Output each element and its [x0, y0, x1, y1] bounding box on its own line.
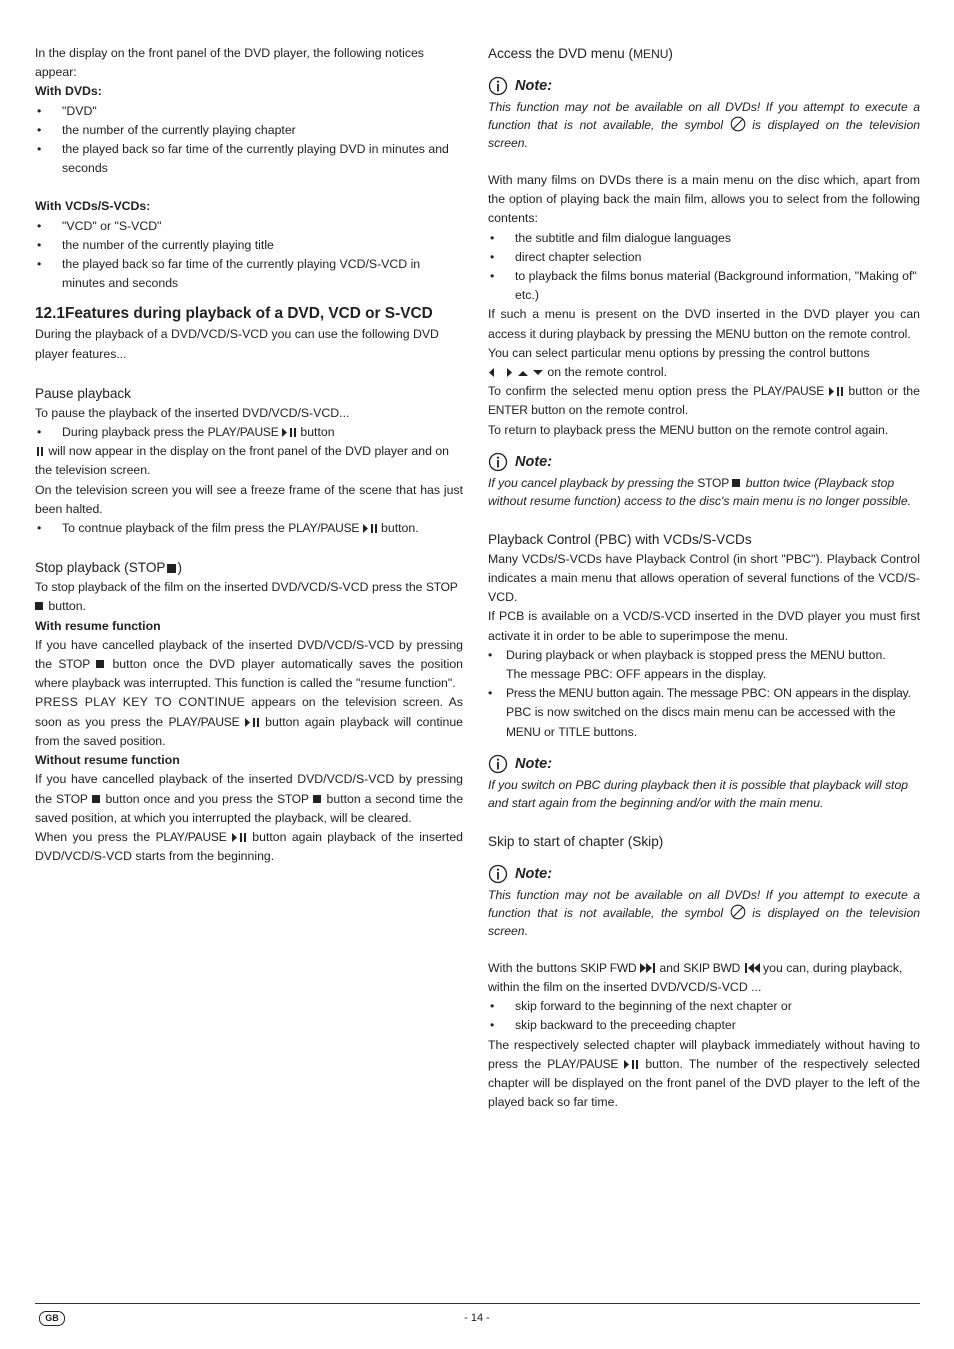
list-item: • the played back so far time of the currently playing VCD/S-VCD in minutes and seconds — [35, 255, 463, 293]
tv-message: PRESS PLAY KEY TO CONTINUE — [35, 695, 246, 710]
list-item: • Press the MENU button again. The message PBC: ON appears in the display. PBC is now switched on the discs main menu can be accessed with the MENU or TITLE buttons. — [488, 684, 920, 742]
noresume-heading: Without resume function — [35, 753, 180, 768]
list-item: • to playback the films bonus material (Background information, "Making of" etc.) — [488, 267, 920, 305]
stop-icon — [92, 795, 102, 804]
key-label: TITLE — [558, 724, 591, 739]
key-label: MENU — [659, 422, 695, 437]
key-label: PLAY/PAUSE — [207, 425, 279, 440]
menu-return-text: To return to playback press the MENU button on the remote control again. — [488, 422, 889, 437]
noresume-text-2: When you press the PLAY/PAUSE button again playback of the inserted DVD/VCD/S-VCD starts from the beginning. — [35, 829, 463, 864]
menu-text: With many films on DVDs there is a main menu on the disc which, apart from the option of playing back the main film, allows you to select from the following contents: — [488, 173, 920, 226]
pbc-title: Playback Control (PBC) with VCDs/S-VCDs — [488, 531, 752, 547]
list-item: • "VCD" or "S-VCD" — [35, 217, 463, 236]
display-intro: In the display on the front panel of the DVD player, the following notices appear: — [35, 46, 424, 80]
stop-icon — [165, 564, 177, 573]
play-pause-icon — [232, 833, 247, 842]
pbc-text-2: If PCB is available on a VCD/S-VCD inserted in the DVD player you must first activate it in order to be able to superimpose the menu. — [488, 609, 920, 643]
pause-line1: will now appear in the display on the front panel of the DVD player and on the television screen. — [35, 444, 450, 478]
display-message: PBC: OFF — [583, 667, 641, 682]
key-label: PLAY/PAUSE — [168, 714, 240, 729]
skip-list — [488, 997, 920, 1035]
list-item: • direct chapter selection — [488, 248, 920, 267]
list-item: • During playback press the PLAY/PAUSE button — [35, 423, 463, 442]
right-column — [488, 44, 920, 1113]
list-item: • "DVD" — [35, 102, 463, 121]
display-message: PBC: ON — [741, 686, 792, 701]
list-item: • the number of the currently playing title — [35, 236, 463, 255]
language-badge: GB — [39, 1311, 65, 1326]
left-column — [35, 44, 463, 866]
resume-heading: With resume function — [35, 618, 161, 633]
resume-message-text: PRESS PLAY KEY TO CONTINUE appears on the television screen. As soon as you press the PLAY/PAUSE button again playback will continue from the saved position. — [35, 695, 464, 748]
key-label: STOP — [56, 791, 88, 806]
prohibited-icon — [730, 116, 746, 132]
menu-select-text-2: on the remote control. — [488, 363, 920, 382]
list-item: • To contnue playback of the film press the PLAY/PAUSE button. — [35, 519, 463, 538]
vcds-heading: With VCDs/S-VCDs: — [35, 199, 151, 214]
stop-title: Stop playback (STOP ) — [35, 560, 182, 576]
pause-steps — [35, 423, 463, 442]
note-text: If you switch on PBC during playback then it is possible that playback will stop and start again from the beginning and/or with the main menu. — [488, 777, 909, 810]
info-icon — [488, 452, 508, 472]
play-pause-icon — [282, 428, 297, 437]
skip-text: With the buttons SKIP FWD and SKIP BWD you can, during playback, within the film on the inserted DVD/VCD/S-VCD ... — [488, 960, 903, 995]
dvd-notices-list — [35, 102, 463, 179]
note-text: If you cancel playback by pressing the STOP button twice (Playback stop without resume function) access to the disc's main menu is no longer possible. — [488, 475, 912, 508]
info-icon — [488, 864, 508, 884]
key-label: STOP — [697, 475, 729, 490]
dvds-heading: With DVDs: — [35, 84, 102, 99]
key-label: STOP — [425, 580, 458, 595]
play-pause-icon — [829, 387, 844, 396]
menu-confirm-text: To confirm the selected menu option press the PLAY/PAUSE button or the ENTER button on the remote control. — [488, 384, 920, 418]
key-label: MENU — [810, 647, 845, 662]
key-label: SKIP FWD — [580, 960, 637, 975]
note-heading: Note: — [488, 862, 920, 886]
key-label: MENU — [715, 326, 751, 341]
key-label: PLAY/PAUSE — [155, 829, 227, 844]
features-text: During the playback of a DVD/VCD/S-VCD you can use the following DVD player features... — [35, 327, 439, 361]
pause-intro: To pause the playback of the inserted DVD/VCD/S-VCD... — [35, 405, 350, 420]
note-heading: Note: — [488, 74, 920, 98]
play-pause-icon — [624, 1060, 639, 1069]
skip-text-2: The respectively selected chapter will playback immediately without having to press the PLAY/PAUSE button. The number of the respectively selected chapter will be displayed on the front panel of the DVD player to the left of the played back so far time. — [488, 1037, 920, 1110]
note-text: This function may not be available on all DVDs! If you attempt to execute a function that is not available, the symbol is displayed on the television screen. — [488, 100, 921, 150]
list-item: • skip forward to the beginning of the next chapter or — [488, 997, 920, 1016]
skip-title: Skip to start of chapter (Skip) — [488, 833, 664, 849]
menu-title: Access the DVD menu (MENU) — [488, 46, 673, 61]
stop-icon — [35, 602, 45, 611]
stop-intro: To stop playback of the film on the inserted DVD/VCD/S-VCD press the STOP button. — [35, 580, 458, 614]
stop-icon — [732, 479, 742, 488]
pause-icon — [35, 447, 45, 456]
key-label: ENTER — [488, 403, 528, 418]
resume-text: If you have cancelled playback of the inserted DVD/VCD/S-VCD by pressing the STOP button once the DVD player automatically saves the position where playback was interrupted. This function is called the "resume function". — [35, 637, 464, 691]
key-label: MENU — [506, 724, 541, 739]
note-heading: Note: — [488, 450, 920, 474]
pbc-text-1: Many VCDs/S-VCDs have Playback Control (in short "PBC"). Playback Control indicates a main menu that allows operation of several functions of the VCD/S-VCD. — [488, 551, 920, 605]
info-icon — [488, 76, 508, 96]
key-label: STOP — [58, 657, 90, 672]
play-pause-icon — [245, 718, 260, 727]
stop-icon — [313, 795, 323, 804]
menu-select-text: You can select particular menu options by pressing the control buttons — [488, 345, 870, 360]
page-number: - 14 - — [464, 1312, 490, 1324]
key-label: STOP — [277, 791, 309, 806]
key-label: MENU — [558, 686, 594, 701]
noresume-text: If you have cancelled playback of the inserted DVD/VCD/S-VCD by pressing the STOP button once and you press the STOP button a second time the saved position, at which you interrupted the playback, will be cleared. — [35, 772, 464, 825]
key-label: PLAY/PAUSE — [547, 1056, 619, 1071]
stop-icon — [96, 660, 106, 669]
play-pause-icon — [363, 524, 378, 533]
key-label: PLAY/PAUSE — [753, 384, 825, 399]
pause-line2: On the television screen you will see a freeze frame of the scene that has just been halted. — [35, 482, 463, 516]
pbc-steps — [488, 646, 920, 742]
menu-contents-list — [488, 229, 920, 306]
arrow-buttons-icon — [488, 368, 544, 377]
pause-title: Pause playback — [35, 385, 131, 401]
list-item: • the played back so far time of the currently playing DVD in minutes and seconds — [35, 140, 463, 178]
key-label: SKIP BWD — [683, 960, 741, 975]
note-heading: Note: — [488, 752, 920, 776]
key-label: PLAY/PAUSE — [288, 521, 360, 536]
list-item: • During playback or when playback is stopped press the MENU button. The message PBC: OFF appears in the display. — [488, 646, 920, 684]
section-title: 12.1Features during playback of a DVD, VCD or S-VCD — [35, 305, 433, 323]
list-item: • the number of the currently playing chapter — [35, 121, 463, 140]
skip-forward-icon — [640, 963, 656, 973]
skip-backward-icon — [744, 963, 760, 973]
vcd-notices-list — [35, 217, 463, 294]
list-item: • the subtitle and film dialogue languages — [488, 229, 920, 248]
prohibited-icon — [730, 904, 746, 920]
info-icon — [488, 754, 508, 774]
footer-divider — [35, 1303, 920, 1304]
note-text: This function may not be available on all DVDs! If you attempt to execute a function that is not available, the symbol is displayed on the television screen. — [488, 887, 921, 938]
menu-access-text: If such a menu is present on the DVD inserted in the DVD player you can access it during playback by pressing the MENU button on the remote control. — [488, 307, 920, 341]
list-item: • skip backward to the preceeding chapter — [488, 1016, 920, 1035]
pause-steps-2 — [35, 519, 463, 538]
